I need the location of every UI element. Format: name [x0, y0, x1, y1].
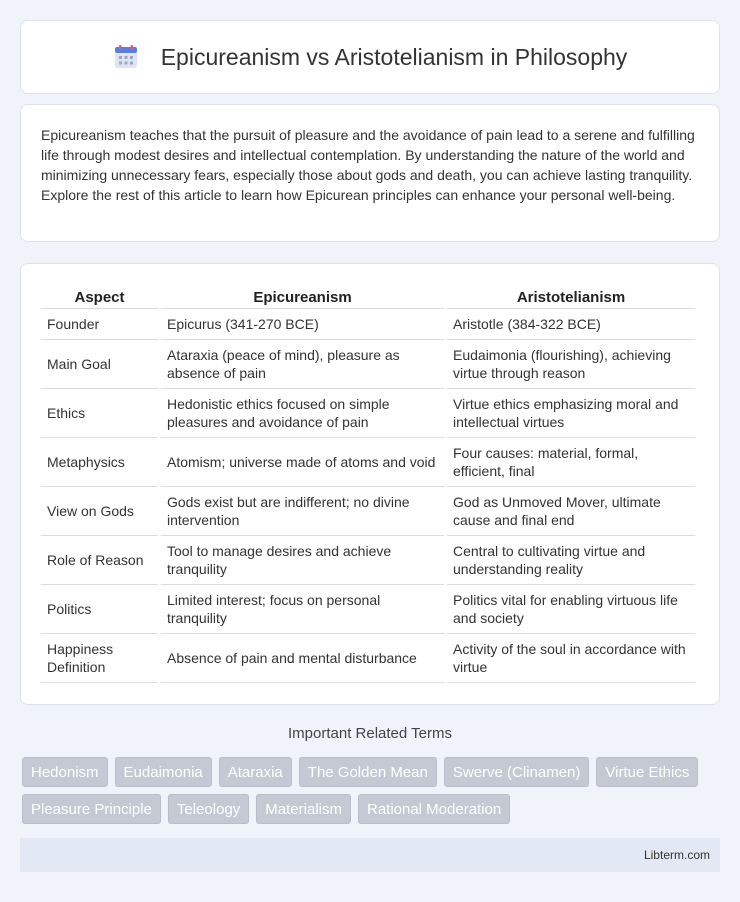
- footer-brand-link[interactable]: Libterm.com: [643, 848, 710, 862]
- table-cell: Happiness Definition: [41, 634, 158, 683]
- table-cell: Aristotle (384-322 BCE): [447, 309, 695, 340]
- term-tag[interactable]: Ataraxia: [219, 757, 292, 787]
- table-cell: Ataraxia (peace of mind), pleasure as absence of pain: [161, 340, 444, 389]
- table-cell: Founder: [41, 309, 158, 340]
- table-cell: Ethics: [41, 389, 158, 438]
- table-cell: God as Unmoved Mover, ultimate cause and final end: [447, 487, 695, 536]
- table-row: [41, 536, 695, 585]
- table-cell: Tool to manage desires and achieve tranquility: [161, 536, 444, 585]
- term-tag[interactable]: Rational Moderation: [358, 794, 510, 824]
- table-cell: Four causes: material, formal, efficient, final: [447, 438, 695, 487]
- comparison-table: [38, 284, 698, 683]
- intro-text: Epicureanism teaches that the pursuit of pleasure and the avoidance of pain lead to a serene and fulfilling life through modest desires and intellectual contemplation. By understanding the nature of the world and minimizing unnecessary fears, especially those about gods and death, you can achieve lasting tranquility. Explore the rest of this article to learn how Epicurean principles can enhance your personal well-being.: [41, 127, 695, 203]
- table-row: [41, 438, 695, 487]
- term-tag[interactable]: Teleology: [168, 794, 249, 824]
- table-cell: Eudaimonia (flourishing), achieving virtue through reason: [447, 340, 695, 389]
- table-cell: Role of Reason: [41, 536, 158, 585]
- table-row: [41, 389, 695, 438]
- term-tag[interactable]: Virtue Ethics: [596, 757, 698, 787]
- page-title: Epicureanism vs Aristotelianism in Philosophy: [160, 43, 628, 70]
- column-header-aspect: Aspect: [41, 284, 158, 309]
- table-cell: Atomism; universe made of atoms and void: [161, 438, 444, 487]
- table-cell: Politics: [41, 585, 158, 634]
- term-tag[interactable]: Pleasure Principle: [22, 794, 161, 824]
- footer: [20, 838, 720, 872]
- table-cell: Metaphysics: [41, 438, 158, 487]
- related-terms-list: [22, 757, 722, 824]
- table-cell: Hedonistic ethics focused on simple pleasures and avoidance of pain: [161, 389, 444, 438]
- table-cell: Main Goal: [41, 340, 158, 389]
- table-cell: Virtue ethics emphasizing moral and intellectual virtues: [447, 389, 695, 438]
- table-cell: Epicurus (341-270 BCE): [161, 309, 444, 340]
- term-tag[interactable]: Materialism: [256, 794, 351, 824]
- table-cell: Politics vital for enabling virtuous life and society: [447, 585, 695, 634]
- column-header-aristotelianism: Aristotelianism: [447, 284, 695, 309]
- header-card: [20, 20, 720, 94]
- table-row: [41, 487, 695, 536]
- table-row: [41, 309, 695, 340]
- table-cell: Central to cultivating virtue and understanding reality: [447, 536, 695, 585]
- related-terms-title: Important Related Terms: [288, 725, 452, 742]
- table-row: [41, 340, 695, 389]
- table-cell: View on Gods: [41, 487, 158, 536]
- term-tag[interactable]: The Golden Mean: [299, 757, 437, 787]
- term-tag[interactable]: Eudaimonia: [115, 757, 212, 787]
- table-cell: Absence of pain and mental disturbance: [161, 634, 444, 683]
- table-cell: Limited interest; focus on personal tranquility: [161, 585, 444, 634]
- comparison-table-card: [20, 263, 720, 705]
- column-header-epicureanism: Epicureanism: [161, 284, 444, 309]
- table-cell: Gods exist but are indifferent; no divine intervention: [161, 487, 444, 536]
- table-header-row: [41, 284, 695, 309]
- term-tag[interactable]: Swerve (Clinamen): [444, 757, 590, 787]
- table-cell: Activity of the soul in accordance with virtue: [447, 634, 695, 683]
- calendar-icon: [113, 44, 139, 70]
- table-row: [41, 585, 695, 634]
- term-tag[interactable]: Hedonism: [22, 757, 108, 787]
- intro-card: [20, 104, 720, 242]
- table-row: [41, 634, 695, 683]
